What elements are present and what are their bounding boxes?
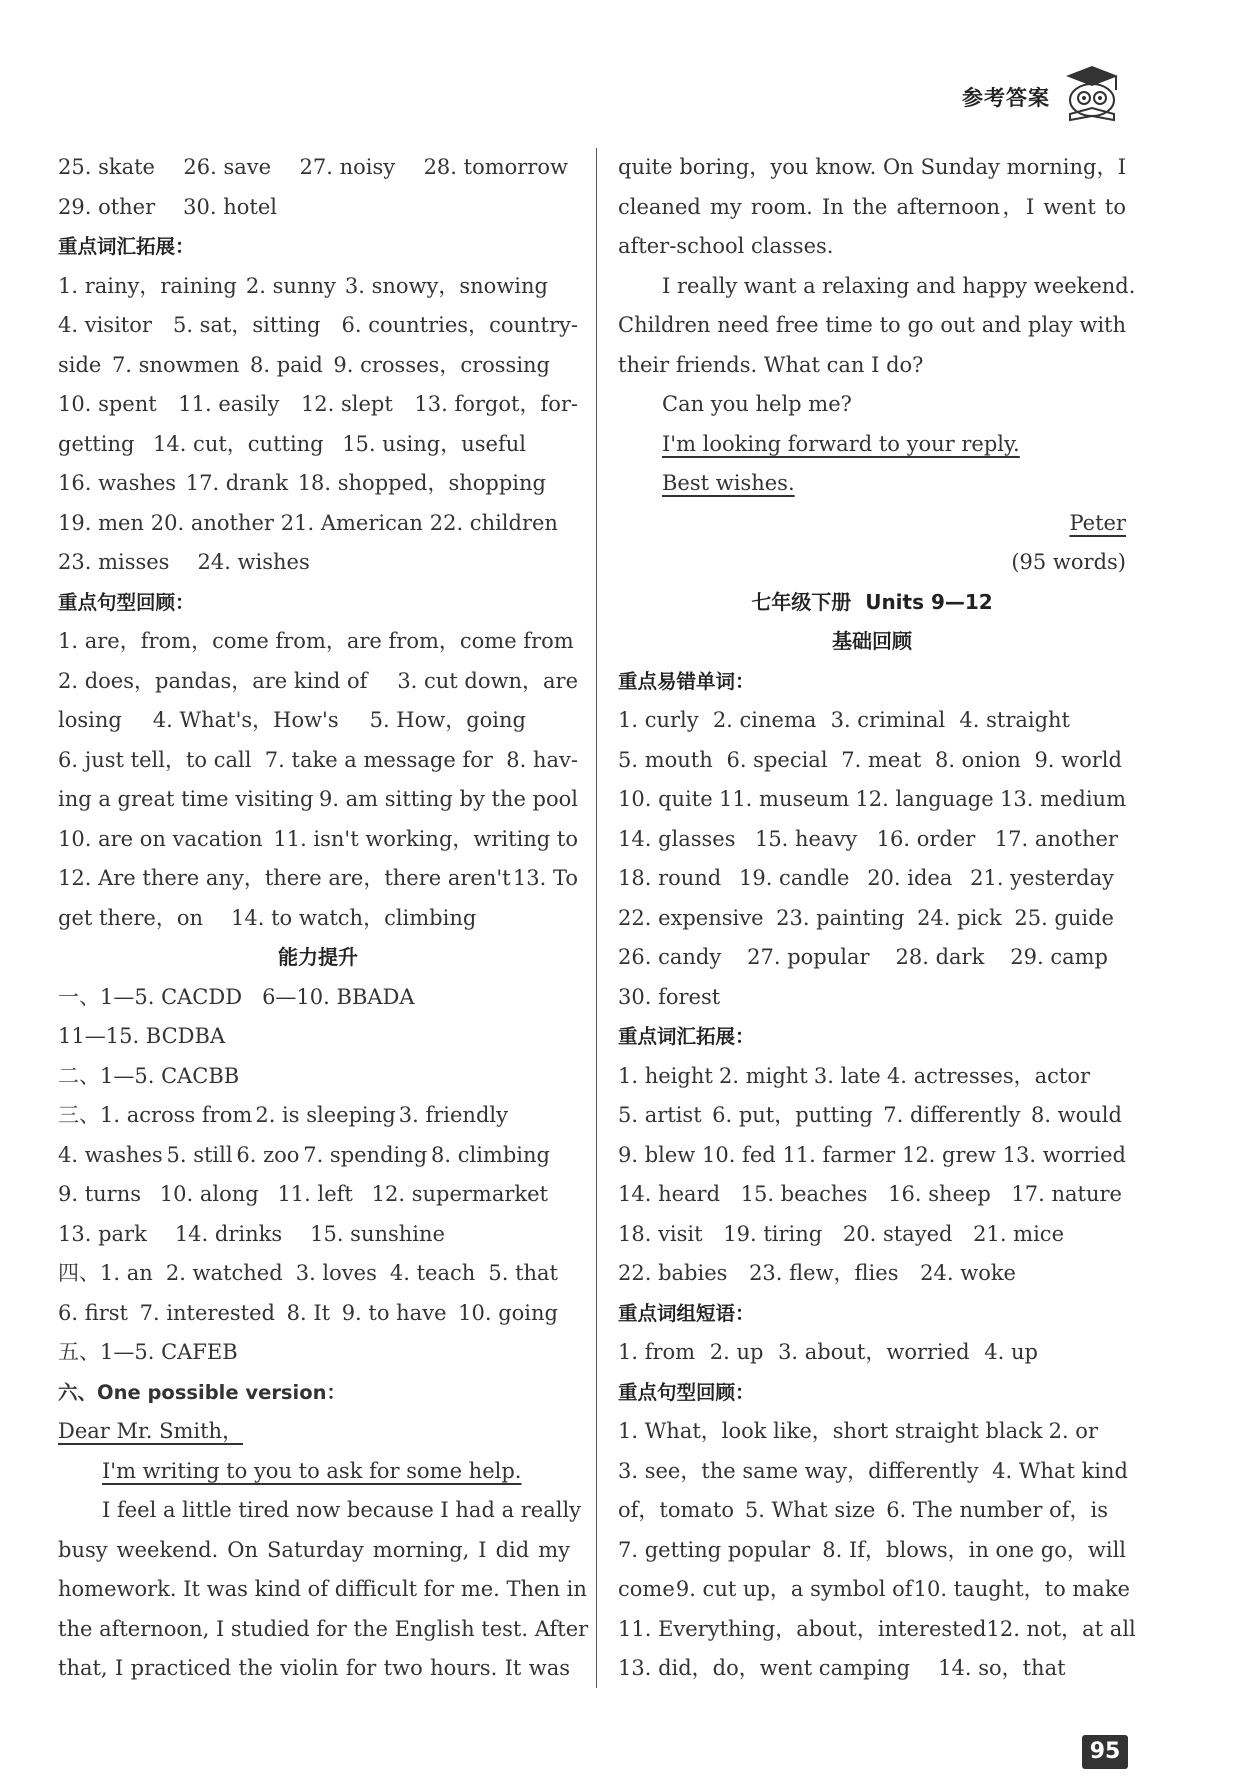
answer-line: 23. misses 24. wishes <box>58 550 310 574</box>
letter-paragraph <box>58 1491 589 1689</box>
answer-line: 四、1. an 2. watched 3. loves 4. teach 5. that <box>58 1261 558 1285</box>
answer-line: 9. turns 10. along 11. left 12. supermarket <box>58 1182 548 1206</box>
answer-line: 三、1. across from 2. is sleeping 3. friendly <box>58 1103 508 1127</box>
answer-line: 10. spent 11. easily 12. slept 13. forgot，for- <box>58 392 578 416</box>
letter-line: quite boring，you know. On Sunday morning，I <box>618 155 1126 179</box>
section-heading: 重点词汇拓展： <box>58 235 195 258</box>
graduate-owl-icon <box>1058 58 1124 124</box>
letter-line: that, I practiced the violin for two hours. It was <box>58 1656 570 1680</box>
section-heading: 能力提升 <box>278 945 358 969</box>
answer-line: 13. park 14. drinks 15. sunshine <box>58 1221 445 1246</box>
answer-line: 1. rainy，raining 2. sunny 3. snowy，snowing <box>58 273 548 298</box>
answer-line: 22. expensive 23. painting 24. pick 25. guide <box>618 905 1114 930</box>
section-heading: 重点句型回顾： <box>618 1380 755 1404</box>
answer-line: 10. are on vacation 11. isn't working，writing to <box>58 826 578 851</box>
letter-line: busy weekend. On Saturday morning, I did my <box>58 1537 570 1562</box>
answer-line: getting 14. cut，cutting 15. using，useful <box>58 431 526 456</box>
letter-line: I feel a little tired now because I had a really <box>102 1498 582 1522</box>
answer-line: 19. men 20. another 21. American 22. children <box>58 510 558 535</box>
answer-line: losing 4. What's，How's 5. How，going <box>58 708 526 732</box>
letter-line: cleaned my room. In the afternoon，I went to <box>618 194 1126 219</box>
answer-line: 11. Everything，about，interested 12. not，at all <box>618 1616 1136 1641</box>
answer-line: side 7. snowmen 8. paid 9. crosses，crossing <box>58 352 550 377</box>
section-subtitle: 基础回顾 <box>832 629 912 653</box>
answer-line: 5. artist 6. put，putting 7. differently 8. would <box>618 1103 1122 1127</box>
letter-line: their friends. What can I do? <box>618 352 924 377</box>
answer-line: 7. getting popular 8. If，blows，in one go，will <box>618 1537 1126 1562</box>
answer-line: 二、1—5. CACBB <box>58 1063 240 1088</box>
letter-line: after-school classes. <box>618 234 834 258</box>
answer-line: 30. forest <box>618 984 721 1009</box>
section-heading: 重点词组短语： <box>618 1301 755 1325</box>
letter-line: homework. It was kind of difficult for me. Then in <box>58 1577 587 1601</box>
column-divider <box>596 148 597 1688</box>
section-heading: 重点词汇拓展： <box>618 1025 755 1048</box>
letter-closing: I'm looking forward to your reply. <box>662 431 1020 456</box>
answer-line: of，tomato 5. What size 6. The number of，is <box>618 1498 1108 1522</box>
letter-paragraph: I'm writing to you to ask for some help. <box>102 1458 522 1483</box>
left-column <box>58 148 589 1689</box>
answer-line: 6. just tell，to call 7. take a message for 8. hav- <box>58 747 578 772</box>
letter-closing: Best wishes. <box>662 471 795 495</box>
answer-line: get there，on 14. to watch，climbing <box>58 905 477 930</box>
answer-line: 14. heard 15. beaches 16. sheep 17. nature <box>618 1182 1122 1206</box>
answer-line: come 9. cut up，a symbol of 10. taught，to make <box>618 1577 1130 1601</box>
answer-line: 12. Are there any，there are，there aren't 13. To <box>58 866 578 890</box>
answer-line: 5. mouth 6. special 7. meat 8. onion 9. world <box>618 747 1122 772</box>
answer-line: ing a great time visiting 9. am sitting by the pool <box>58 787 578 811</box>
answer-line: 22. babies 23. flew，flies 24. woke <box>618 1261 1016 1285</box>
letter-signature: Peter <box>1069 510 1126 535</box>
answer-line: 11—15. BCDBA <box>58 1024 226 1048</box>
answer-line: 2. does，pandas，are kind of 3. cut down，are <box>58 668 578 693</box>
letter-paragraph <box>618 148 1126 267</box>
answer-line: 1. curly 2. cinema 3. criminal 4. straight <box>618 708 1070 732</box>
letter-paragraph <box>618 267 1136 386</box>
answer-line: 25. skate 26. save 27. noisy 28. tomorrow <box>58 155 568 179</box>
letter-paragraph: Can you help me? <box>662 392 852 416</box>
answer-line: 16. washes 17. drank 18. shopped，shopping <box>58 471 546 495</box>
answer-line: 1. are，from，come from，are from，come from <box>58 629 574 653</box>
answer-line: 1. from 2. up 3. about，worried 4. up <box>618 1340 1038 1364</box>
page-number: 95 <box>1082 1735 1128 1769</box>
answer-line: 1. What，look like，short straight black 2. or <box>618 1419 1098 1443</box>
answer-line: 4. visitor 5. sat，sitting 6. countries，country- <box>58 313 578 337</box>
answer-line: 18. round 19. candle 20. idea 21. yesterday <box>618 866 1114 890</box>
section-heading: 六、One possible version： <box>58 1380 347 1404</box>
answer-line: 4. washes 5. still 6. zoo 7. spending 8. climbing <box>58 1142 550 1167</box>
answer-line: 一、1—5. CACDD 6—10. BBADA <box>58 984 415 1009</box>
right-column <box>618 148 1138 1689</box>
answer-line: 10. quite 11. museum 12. language 13. medium <box>618 787 1126 811</box>
letter-line: Children need free time to go out and play with <box>618 313 1126 337</box>
section-heading: 重点易错单词： <box>618 669 755 693</box>
answer-line: 五、1—5. CAFEB <box>58 1340 238 1364</box>
word-count: (95 words) <box>1011 550 1126 574</box>
answer-line: 26. candy 27. popular 28. dark 29. camp <box>618 945 1108 969</box>
answer-line: 13. did，do，went camping 14. so，that <box>618 1656 1066 1680</box>
letter-salutation: Dear Mr. Smith， <box>58 1419 244 1443</box>
answer-line: 14. glasses 15. heavy 16. order 17. another <box>618 826 1118 851</box>
answer-line: 1. height 2. might 3. late 4. actresses，actor <box>618 1063 1090 1088</box>
answer-line: 29. other 30. hotel <box>58 194 277 219</box>
section-heading: 重点句型回顾： <box>58 590 195 614</box>
letter-line: the afternoon, I studied for the English test. After <box>58 1616 589 1641</box>
answer-line: 9. blew 10. fed 11. farmer 12. grew 13. worried <box>618 1142 1126 1167</box>
section-title: 七年级下册 Units 9—12 <box>751 589 993 614</box>
letter-line: I really want a relaxing and happy weekend. <box>662 273 1136 298</box>
answer-line: 6. first 7. interested 8. It 9. to have 10. going <box>58 1300 558 1325</box>
answer-line: 3. see，the same way，differently 4. What kind <box>618 1458 1128 1483</box>
header-label: 参考答案 <box>962 86 1050 110</box>
answer-line: 18. visit 19. tiring 20. stayed 21. mice <box>618 1221 1064 1246</box>
